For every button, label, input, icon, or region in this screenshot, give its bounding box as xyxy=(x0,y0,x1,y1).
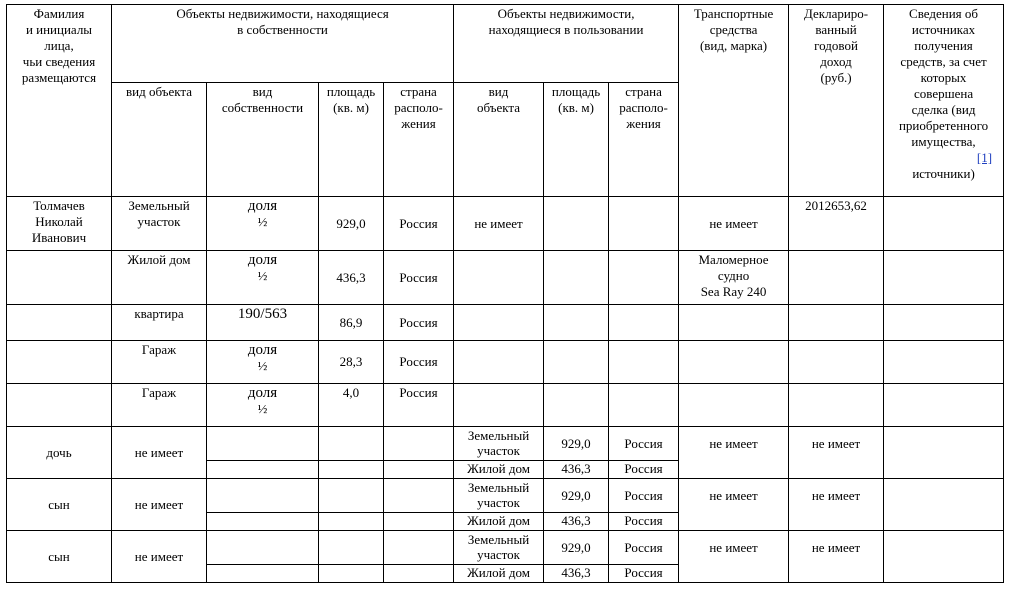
table-row xyxy=(7,531,1004,565)
header-vehicles: Транспортные средства (вид, марка) xyxy=(679,5,789,197)
owned-area: 436,3 xyxy=(319,251,384,305)
used-area: 929,0 xyxy=(544,531,609,565)
vehicle: не имеет xyxy=(679,197,789,251)
relative-owned: не имеет xyxy=(112,479,207,531)
relative-income: не имеет xyxy=(789,531,884,583)
used-country: Россия xyxy=(609,513,679,531)
header-owned-area: площадь (кв. м) xyxy=(319,83,384,197)
relative-income: не имеет xyxy=(789,479,884,531)
owned-type: Жилой дом xyxy=(112,251,207,305)
relative-vehicle: не имеет xyxy=(679,531,789,583)
header-used-country: страна располо- жения xyxy=(609,83,679,197)
header-used-group: Объекты недвижимости, находящиеся в пользовании xyxy=(454,5,679,83)
used-country: Россия xyxy=(609,531,679,565)
table-row xyxy=(7,305,1004,341)
owned-type: квартира xyxy=(112,305,207,341)
relative-name: сын xyxy=(7,479,112,531)
owned-area: 28,3 xyxy=(319,341,384,384)
owned-area: 4,0 xyxy=(319,384,384,427)
used-area: 436,3 xyxy=(544,461,609,479)
table-row xyxy=(7,427,1004,461)
header-owned-ownership: вид собственности xyxy=(207,83,319,197)
used-country: Россия xyxy=(609,479,679,513)
header-used-area: площадь (кв. м) xyxy=(544,83,609,197)
table-row xyxy=(7,384,1004,427)
vehicle: Маломерное судно Sea Ray 240 xyxy=(679,251,789,305)
header-sources: Сведения об источниках получения средств, за счет которых совершена сделка (вид приобретенного имущества, [1] источники) xyxy=(884,5,1004,197)
table-row xyxy=(7,341,1004,384)
owned-ownership: доля ½ xyxy=(207,251,319,305)
header-owned-country: страна располо- жения xyxy=(384,83,454,197)
owned-country: Россия xyxy=(384,341,454,384)
used-country: Россия xyxy=(609,427,679,461)
owned-type: Гараж xyxy=(112,384,207,427)
used-country: Россия xyxy=(609,461,679,479)
relative-vehicle: не имеет xyxy=(679,427,789,479)
owned-country: Россия xyxy=(384,251,454,305)
table-row xyxy=(7,479,1004,513)
header-name: Фамилия и инициалы лица, чьи сведения размещаются xyxy=(7,5,112,197)
owned-country: Россия xyxy=(384,384,454,427)
declarant-name: Толмачев Николай Иванович xyxy=(7,197,112,251)
owned-type: Земельный участок xyxy=(112,197,207,251)
table-row xyxy=(7,197,1004,251)
relative-vehicle: не имеет xyxy=(679,479,789,531)
header-owned-group: Объекты недвижимости, находящиеся в собственности xyxy=(112,5,454,83)
relative-income: не имеет xyxy=(789,427,884,479)
owned-ownership: 190/563 xyxy=(207,305,319,341)
header-income: Деклариро- ванный годовой доход (руб.) xyxy=(789,5,884,197)
relative-owned: не имеет xyxy=(112,531,207,583)
relative-name: сын xyxy=(7,531,112,583)
footnote-link[interactable]: [1] xyxy=(976,150,993,165)
used-type: Жилой дом xyxy=(454,513,544,531)
used-area: 436,3 xyxy=(544,565,609,583)
used-type: Жилой дом xyxy=(454,461,544,479)
used-type: Жилой дом xyxy=(454,565,544,583)
declaration-table xyxy=(6,4,1004,583)
used-type: Земельный участок xyxy=(454,531,544,565)
used-type: Земельный участок xyxy=(454,479,544,513)
used-none: не имеет xyxy=(454,197,544,251)
owned-type: Гараж xyxy=(112,341,207,384)
used-type: Земельный участок xyxy=(454,427,544,461)
table-row xyxy=(7,251,1004,305)
used-area: 929,0 xyxy=(544,427,609,461)
owned-ownership: доля ½ xyxy=(207,384,319,427)
relative-name: дочь xyxy=(7,427,112,479)
header-owned-type: вид объекта xyxy=(112,83,207,197)
income: 2012653,62 xyxy=(789,197,884,251)
owned-country: Россия xyxy=(384,197,454,251)
owned-ownership: доля ½ xyxy=(207,197,319,251)
used-area: 929,0 xyxy=(544,479,609,513)
header-used-type: вид объекта xyxy=(454,83,544,197)
used-area: 436,3 xyxy=(544,513,609,531)
owned-area: 86,9 xyxy=(319,305,384,341)
owned-country: Россия xyxy=(384,305,454,341)
owned-ownership: доля ½ xyxy=(207,341,319,384)
owned-area: 929,0 xyxy=(319,197,384,251)
relative-owned: не имеет xyxy=(112,427,207,479)
used-country: Россия xyxy=(609,565,679,583)
